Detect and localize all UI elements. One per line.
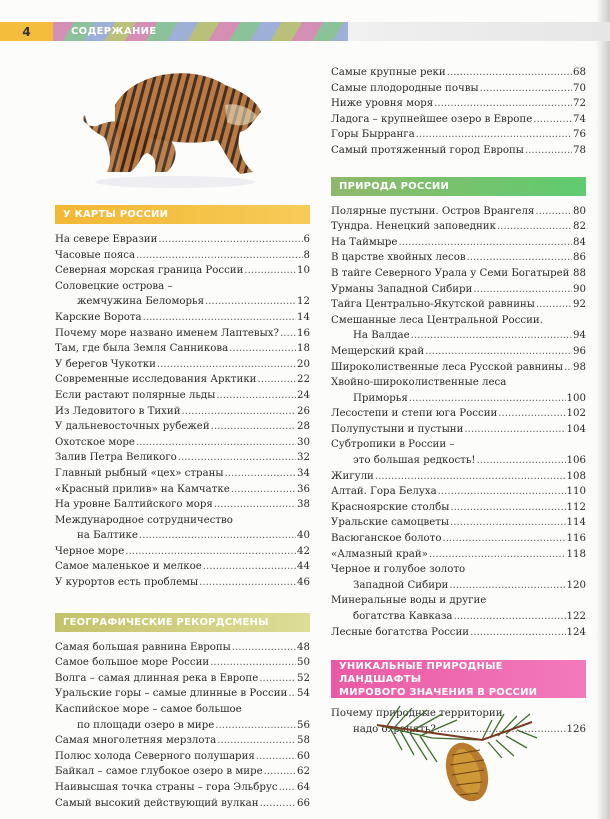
toc-entry-page-number: 26 xyxy=(297,405,310,417)
toc-entry-page-number: 32 xyxy=(297,452,310,464)
toc-entry-title: Самая большая равнина Европы xyxy=(55,641,231,653)
toc-entry-page-number: 106 xyxy=(566,455,586,467)
toc-entry-title: Северная морская граница России xyxy=(55,265,244,277)
toc-entry[interactable] xyxy=(55,671,310,687)
toc-entry-page-number: 90 xyxy=(573,283,586,295)
toc-entry[interactable] xyxy=(55,388,310,404)
toc-entry-page-number: 122 xyxy=(566,611,586,622)
toc-entry-title: Современные исследования Арктики xyxy=(55,374,257,386)
toc-entry-page-number: 38 xyxy=(297,499,310,511)
toc-entry-title: Субтропики в России – xyxy=(331,439,455,451)
toc-entry[interactable] xyxy=(331,112,586,128)
dot-leader xyxy=(205,294,296,310)
toc-entry[interactable] xyxy=(331,422,586,438)
toc-entry[interactable] xyxy=(331,515,586,531)
toc-entry-title: Главный рыбный «цех» страны xyxy=(55,467,224,479)
dot-leader xyxy=(229,341,296,357)
toc-entry-title: Карские Ворота xyxy=(55,311,142,323)
toc-entry-page-number: 76 xyxy=(573,129,586,141)
toc-entry-page-number: 50 xyxy=(297,657,310,669)
toc-entry[interactable] xyxy=(331,81,586,97)
toc-entry-page-number: 108 xyxy=(566,470,586,482)
dot-leader xyxy=(216,388,296,404)
toc-entry-title: Международное сотрудничество xyxy=(55,514,233,526)
dot-leader xyxy=(214,497,296,513)
toc-entry[interactable] xyxy=(55,248,310,264)
toc-entry[interactable] xyxy=(55,372,310,388)
toc-entry-title: Там, где была Земля Санникова xyxy=(55,343,229,355)
dot-leader xyxy=(480,81,572,97)
toc-entry-page-number: 62 xyxy=(297,766,310,778)
header-title: СОДЕРЖАНИЕ xyxy=(53,22,348,41)
toc-entry-page-number: 100 xyxy=(566,392,586,404)
toc-entry-title: Красноярские столбы xyxy=(331,501,450,513)
toc-entry-title: Ниже уровня моря xyxy=(331,98,434,110)
toc-entry[interactable] xyxy=(55,497,310,513)
toc-entry-title: Полярные пустыни. Остров Врангеля xyxy=(331,205,535,217)
toc-entry-page-number: 42 xyxy=(297,545,310,557)
dot-leader xyxy=(210,655,296,671)
dot-leader xyxy=(473,282,572,298)
toc-entry-title: Черное и голубое золото xyxy=(331,564,466,576)
toc-entry-title: У курортов есть проблемы xyxy=(55,577,199,589)
dot-leader xyxy=(470,625,565,641)
toc-entry-title-continued: это большая редкость! xyxy=(353,455,476,467)
toc-entry-page-number: 114 xyxy=(566,517,586,529)
toc-entry-title-continued: на Балтике xyxy=(77,530,138,542)
section-priroda-rossii-entries xyxy=(331,204,586,641)
toc-entry[interactable] xyxy=(331,282,586,298)
section-header-unikalnye-landshafty xyxy=(331,660,586,698)
dot-leader xyxy=(477,453,566,469)
toc-entry[interactable] xyxy=(55,513,310,544)
dot-leader xyxy=(398,235,572,251)
dot-leader xyxy=(442,531,565,547)
toc-entry[interactable] xyxy=(55,326,310,342)
toc-entry-page-number: 56 xyxy=(297,719,310,731)
dot-leader xyxy=(375,469,566,485)
toc-entry-title: Самый высокий действующий вулкан xyxy=(55,797,259,809)
dot-leader xyxy=(450,515,566,531)
toc-entry-page-number: 124 xyxy=(566,626,586,638)
toc-entry-title: Охотское море xyxy=(55,436,135,448)
page-edge-shadow xyxy=(596,0,610,819)
toc-entry-title: Тайга Центрально-Якутской равнины xyxy=(331,299,535,311)
toc-entry-page-number: 120 xyxy=(566,579,586,591)
dot-leader xyxy=(199,575,296,591)
toc-entry-title: Соловецкие острова – xyxy=(55,280,173,292)
toc-entry[interactable] xyxy=(331,65,586,81)
toc-entry-title: Почему море названо именем Лаптевых? xyxy=(55,327,279,339)
toc-entry-title: Наивысшая точка страны – гора Эльбрус xyxy=(55,782,278,793)
toc-entry-page-number: 36 xyxy=(297,483,310,495)
toc-entry-title: Алтай. Гора Белуха xyxy=(331,486,437,498)
toc-entry-page-number: 110 xyxy=(566,486,586,498)
toc-entry-title: Залив Петра Великого xyxy=(55,452,177,464)
toc-entry-page-number: 60 xyxy=(297,750,310,762)
dot-leader xyxy=(288,686,296,702)
toc-entry-page-number: 48 xyxy=(297,641,310,653)
toc-entry-page-number: 8 xyxy=(303,249,310,261)
dot-leader xyxy=(182,404,297,420)
toc-entry[interactable] xyxy=(55,310,310,326)
toc-entry[interactable] xyxy=(331,531,586,547)
section-header-priroda-rossii: ПРИРОДА РОССИИ xyxy=(331,177,586,196)
toc-entry-page-number: 34 xyxy=(297,467,310,479)
dot-leader xyxy=(429,547,566,563)
dot-leader xyxy=(497,219,572,235)
toc-entry[interactable] xyxy=(331,313,586,344)
toc-entry-title: Волга – самая длинная река в Европе xyxy=(55,672,259,684)
toc-entry[interactable] xyxy=(55,764,310,780)
dot-leader xyxy=(158,232,302,248)
toc-entry[interactable] xyxy=(331,360,586,376)
toc-entry-title-continued: На Валдае xyxy=(353,330,410,342)
toc-entry-page-number: 66 xyxy=(297,797,310,809)
toc-entry-title: Каспийское море – самое большое xyxy=(55,704,242,716)
dot-leader xyxy=(533,112,572,128)
dot-leader xyxy=(256,749,296,765)
toc-entry-page-number: 58 xyxy=(297,735,310,747)
toc-entry-title: Часовые пояса xyxy=(55,249,136,261)
dot-leader xyxy=(425,344,572,360)
tiger-illustration xyxy=(75,60,265,192)
toc-entry-page-number: 74 xyxy=(573,113,586,125)
toc-entry-title: Уральские горы – самые длинные в России xyxy=(55,688,288,700)
toc-entry[interactable] xyxy=(55,404,310,420)
toc-entry[interactable] xyxy=(55,575,310,591)
toc-entry[interactable] xyxy=(331,235,586,251)
toc-entry-page-number: 102 xyxy=(566,408,586,420)
toc-entry-page-number: 80 xyxy=(573,205,586,217)
toc-entry-title: Самые крупные реки xyxy=(331,67,446,78)
dot-leader xyxy=(136,248,302,264)
dot-leader xyxy=(453,609,565,625)
toc-entry-page-number: 52 xyxy=(297,672,310,684)
toc-entry-page-number: 20 xyxy=(297,358,310,370)
toc-entry[interactable] xyxy=(55,357,310,373)
toc-entry-title: В тайге Северного Урала у Семи Богатырей xyxy=(331,267,570,279)
section-geograficheskie-rekordsmeny-entries xyxy=(55,640,310,812)
toc-entry-title: Лесостепи и степи юга России xyxy=(331,408,498,420)
dot-leader xyxy=(411,328,572,344)
toc-entry-page-number: 68 xyxy=(573,67,586,78)
toc-entry-page-number: 46 xyxy=(297,577,310,589)
toc-column-left xyxy=(55,205,310,811)
dot-leader xyxy=(139,528,296,544)
toc-entry[interactable] xyxy=(55,232,310,248)
toc-entry-title: Мещерский край xyxy=(331,345,425,357)
toc-entry[interactable] xyxy=(331,250,586,266)
dot-leader xyxy=(211,419,296,435)
dot-leader xyxy=(260,796,296,812)
toc-entry-page-number: 28 xyxy=(297,421,310,433)
toc-entry[interactable] xyxy=(331,204,586,220)
toc-entry-title: «Красный прилив» на Камчатке xyxy=(55,483,230,495)
toc-entry[interactable] xyxy=(331,219,586,235)
toc-entry-page-number: 40 xyxy=(297,530,310,542)
toc-entry-page-number: 6 xyxy=(303,234,310,245)
toc-entry-title: Самые плодородные почвы xyxy=(331,82,479,94)
toc-entry-page-number: 116 xyxy=(566,533,586,545)
toc-entry-page-number: 44 xyxy=(297,561,310,573)
dot-leader xyxy=(536,297,572,313)
toc-entry[interactable] xyxy=(55,450,310,466)
toc-entry-title: Широколиственные леса Русской равнины xyxy=(331,361,564,373)
toc-entry-title: Васюганское болото xyxy=(331,533,442,545)
dot-leader xyxy=(257,372,296,388)
toc-entry-page-number: 70 xyxy=(573,82,586,94)
dot-leader xyxy=(525,143,572,159)
dot-leader xyxy=(450,500,565,516)
toc-entry-page-number: 72 xyxy=(573,98,586,110)
dot-leader xyxy=(225,466,297,482)
dot-leader xyxy=(157,357,296,373)
toc-entry-page-number: 18 xyxy=(297,343,310,355)
dot-leader xyxy=(564,360,572,376)
toc-entry-title: Почему природные территории xyxy=(331,708,503,720)
toc-entry-title-continued: богатства Кавказа xyxy=(353,611,453,622)
toc-entry-page-number: 12 xyxy=(297,296,310,308)
pine-cone-illustration xyxy=(372,700,542,810)
toc-entry-title: Хвойно-широколиственные леса xyxy=(331,377,507,389)
toc-entry-page-number: 104 xyxy=(566,423,586,435)
toc-entry-title: Урманы Западной Сибири xyxy=(331,283,473,295)
dot-leader xyxy=(464,422,565,438)
dot-leader xyxy=(416,127,572,143)
dot-leader xyxy=(232,640,296,656)
dot-leader xyxy=(570,266,572,282)
toc-entry[interactable] xyxy=(55,466,310,482)
toc-entry-page-number: 78 xyxy=(573,144,586,156)
toc-entry-title: Уральские самоцветы xyxy=(331,517,450,529)
toc-entry[interactable] xyxy=(55,655,310,671)
dot-leader xyxy=(409,391,566,407)
toc-entry-title-continued: Приморья xyxy=(353,392,408,404)
toc-entry-title: Самый протяженный город Европы xyxy=(331,144,524,156)
toc-entry-title: Ладога – крупнейшее озеро в Европе xyxy=(331,113,533,125)
header-band xyxy=(348,22,610,41)
toc-entry-title: На уровне Балтийского моря xyxy=(55,499,213,511)
toc-entry-page-number: 118 xyxy=(566,548,586,560)
toc-entry-title: «Алмазный край» xyxy=(331,548,428,560)
toc-entry[interactable] xyxy=(331,143,586,159)
toc-entry[interactable] xyxy=(331,127,586,143)
toc-entry[interactable] xyxy=(55,559,310,575)
dot-leader xyxy=(498,406,565,422)
toc-entry[interactable] xyxy=(331,562,586,593)
dot-leader xyxy=(178,450,296,466)
toc-entry[interactable] xyxy=(55,279,310,310)
toc-entry[interactable] xyxy=(331,297,586,313)
toc-entry-page-number: 54 xyxy=(297,688,310,700)
section-header-geograficheskie-rekordsmeny: ГЕОГРАФИЧЕСКИЕ РЕКОРДСМЕНЫ xyxy=(55,613,310,632)
toc-entry[interactable] xyxy=(55,702,310,733)
toc-entry-page-number: 82 xyxy=(573,221,586,233)
toc-entry[interactable] xyxy=(331,375,586,406)
toc-entry-title: Самое большое море России xyxy=(55,657,210,669)
section-title-line1: УНИКАЛЬНЫЕ ПРИРОДНЫЕ ЛАНДШАФТЫ xyxy=(339,660,503,685)
toc-entry[interactable] xyxy=(331,547,586,563)
toc-entry-title: Если растают полярные льды xyxy=(55,389,216,401)
toc-entry-title-continued: надо охранять? xyxy=(353,723,436,735)
toc-entry[interactable] xyxy=(55,544,310,560)
toc-entry[interactable] xyxy=(331,593,586,624)
toc-entry[interactable] xyxy=(331,344,586,360)
dot-leader xyxy=(203,559,296,575)
toc-entry-title: У дальневосточных рубежей xyxy=(55,421,210,433)
toc-entry-title: На севере Евразии xyxy=(55,234,158,245)
toc-entry[interactable] xyxy=(55,749,310,765)
dot-leader xyxy=(217,733,296,749)
toc-entry[interactable] xyxy=(55,780,310,796)
toc-entry-page-number: 22 xyxy=(297,374,310,386)
dot-leader xyxy=(215,718,296,734)
toc-entry-title: Полюс холода Северного полушария xyxy=(55,750,255,762)
toc-entry[interactable] xyxy=(55,640,310,656)
toc-entry-page-number: 88 xyxy=(573,267,586,279)
toc-entry-title: Горы Бырранга xyxy=(331,129,415,141)
toc-entry-title-continued: Западной Сибири xyxy=(353,579,449,591)
toc-entry[interactable] xyxy=(331,500,586,516)
page-number: 4 xyxy=(0,22,53,41)
toc-entry[interactable] xyxy=(55,435,310,451)
section-title-line2: МИРОВОГО ЗНАЧЕНИЯ В РОССИИ xyxy=(339,686,538,698)
toc-entry[interactable] xyxy=(55,419,310,435)
toc-entry-title: Байкал – самое глубокое озеро в мире xyxy=(55,766,263,778)
toc-entry[interactable] xyxy=(331,625,586,641)
toc-entry[interactable] xyxy=(331,437,586,468)
toc-entry-title: Тундра. Ненецкий заповедник xyxy=(331,221,496,233)
toc-entry-page-number: 84 xyxy=(573,236,586,248)
dot-leader xyxy=(447,65,572,81)
toc-entry-page-number: 16 xyxy=(297,327,310,339)
toc-entry-title: Самое маленькое и мелкое xyxy=(55,561,202,573)
toc-entry-title: Смешанные леса Центральной России. xyxy=(331,314,543,326)
toc-entry-page-number: 10 xyxy=(297,265,310,277)
toc-entry-title-continued: по площади озеро в мире xyxy=(77,719,215,731)
toc-column-right xyxy=(331,65,586,737)
toc-entry-title: Из Ледовитого в Тихий xyxy=(55,405,181,417)
toc-entry-title: У берегов Чукотки xyxy=(55,358,156,370)
toc-entry-title: Черное море xyxy=(55,545,125,557)
dot-leader xyxy=(438,484,566,500)
toc-entry[interactable] xyxy=(331,484,586,500)
dot-leader xyxy=(244,263,296,279)
toc-entry-title: Жигули xyxy=(331,470,374,482)
toc-entry-page-number: 86 xyxy=(573,252,586,264)
toc-entry[interactable] xyxy=(55,733,310,749)
toc-entry-title: Минеральные воды и другие xyxy=(331,595,487,607)
toc-entry-page-number: 94 xyxy=(573,330,586,342)
toc-entry-page-number: 112 xyxy=(566,501,586,513)
toc-entry-page-number: 96 xyxy=(573,345,586,357)
dot-leader xyxy=(449,578,565,594)
toc-entry-page-number: 24 xyxy=(297,389,310,401)
dot-leader xyxy=(143,310,296,326)
section-u-karty-rossii-entries xyxy=(55,232,310,591)
dot-leader xyxy=(467,250,572,266)
toc-entry-page-number: 64 xyxy=(297,782,310,793)
dot-leader xyxy=(136,435,296,451)
toc-entry[interactable] xyxy=(55,482,310,498)
toc-entry[interactable] xyxy=(55,686,310,702)
toc-entry[interactable] xyxy=(55,263,310,279)
dot-leader xyxy=(259,671,296,687)
dot-leader xyxy=(280,326,296,342)
toc-entry-page-number: 30 xyxy=(297,436,310,448)
dot-leader xyxy=(434,96,572,112)
section-header-u-karty-rossii: У КАРТЫ РОССИИ xyxy=(55,205,310,224)
section-geograficheskie-rekordsmeny-continued xyxy=(331,65,586,159)
dot-leader xyxy=(231,482,296,498)
dot-leader xyxy=(125,544,296,560)
toc-entry-page-number: 14 xyxy=(297,311,310,323)
toc-entry-title-continued: жемчужина Беломорья xyxy=(77,296,204,308)
toc-entry[interactable] xyxy=(55,341,310,357)
toc-entry[interactable] xyxy=(55,796,310,812)
toc-entry[interactable] xyxy=(331,406,586,422)
toc-entry[interactable] xyxy=(331,266,586,282)
toc-entry[interactable] xyxy=(331,469,586,485)
toc-entry[interactable] xyxy=(331,96,586,112)
dot-leader xyxy=(279,780,296,796)
toc-entry-title: Полупустыни и пустыни xyxy=(331,423,464,435)
toc-entry-title: Самая многолетняя мерзлота xyxy=(55,735,217,747)
toc-entry-title: На Таймыре xyxy=(331,236,398,248)
dot-leader xyxy=(535,204,572,220)
toc-entry-page-number: 126 xyxy=(566,723,586,735)
toc-entry-page-number: 92 xyxy=(573,299,586,311)
toc-entry-page-number: 98 xyxy=(573,361,586,373)
toc-entry-title: В царстве хвойных лесов xyxy=(331,252,466,264)
page-header xyxy=(0,22,348,41)
dot-leader xyxy=(264,764,296,780)
toc-entry-title: Лесные богатства России xyxy=(331,626,470,638)
